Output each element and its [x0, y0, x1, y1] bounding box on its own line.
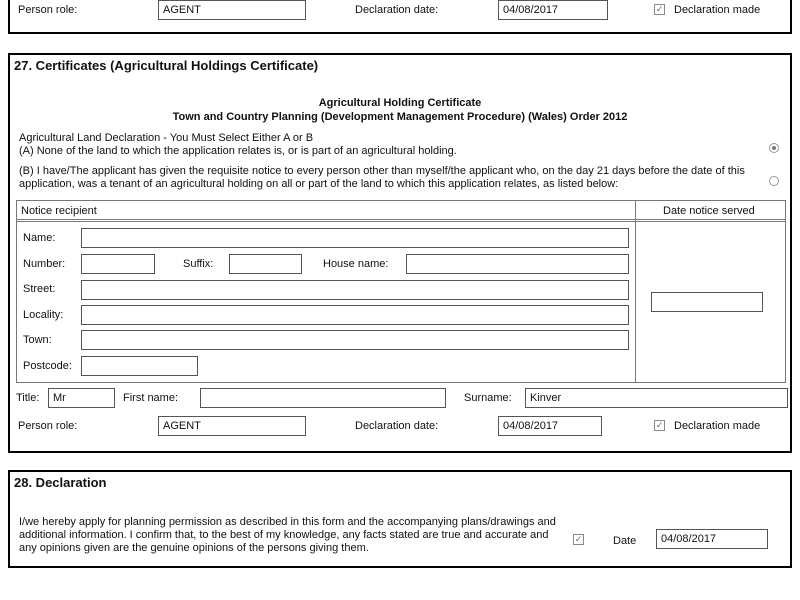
declaration-line1: I/we hereby apply for planning permission as described in this form and the accompanying plans/drawings and	[19, 516, 556, 528]
option-b-line1: (B) I have/The applicant has given the requisite notice to every person other than myself/the applicant who, on the day 21 days before the date of this	[19, 165, 745, 177]
declaration-line3: any opinions given are the genuine opinions of the persons giving them.	[19, 542, 369, 554]
land-declaration-intro: Agricultural Land Declaration - You Must Select Either A or B	[19, 132, 314, 144]
declaration-made-checkbox[interactable]	[654, 420, 665, 431]
number-input[interactable]	[81, 254, 155, 274]
date-notice-served-header: Date notice served	[663, 205, 755, 217]
first-name-input[interactable]	[200, 388, 446, 408]
declaration-confirm-checkbox[interactable]	[573, 534, 584, 545]
column-divider	[635, 201, 636, 383]
certificate-heading: Agricultural Holding Certificate	[318, 97, 482, 109]
surname-label: Surname:	[464, 392, 512, 404]
name-input[interactable]	[81, 228, 629, 248]
name-label: Name:	[23, 232, 56, 244]
postcode-input[interactable]	[81, 356, 198, 376]
postcode-label: Postcode:	[23, 360, 72, 372]
declaration-made-label: Declaration made	[674, 420, 761, 432]
section-27-title: 27. Certificates (Agricultural Holdings Certificate)	[14, 58, 319, 73]
certificate-subheading: Town and Country Planning (Development Management Procedure) (Wales) Order 2012	[172, 111, 628, 123]
date-notice-served-input[interactable]	[651, 292, 763, 312]
declaration-date-field[interactable]: 04/08/2017	[498, 416, 602, 436]
house-name-input[interactable]	[406, 254, 629, 274]
person-role-label: Person role:	[18, 4, 78, 16]
option-a-text: (A) None of the land to which the application relates is, or is part of an agricultural holding.	[19, 145, 457, 157]
notice-recipient-header: Notice recipient	[21, 205, 97, 217]
check-icon: ✓	[574, 534, 583, 544]
title-input[interactable]: Mr	[48, 388, 115, 408]
house-name-label: House name:	[323, 258, 389, 270]
locality-label: Locality:	[23, 309, 64, 321]
first-name-label: First name:	[123, 392, 179, 404]
suffix-label: Suffix:	[183, 258, 214, 270]
section-26-tail	[8, 0, 792, 34]
person-role-label: Person role:	[18, 420, 78, 432]
person-role-field[interactable]: AGENT	[158, 0, 306, 20]
declaration-text	[19, 516, 579, 555]
check-icon: ✓	[655, 4, 664, 14]
date-label: Date	[613, 535, 637, 547]
declaration-line2: additional information. I confirm that, to the best of my knowledge, any facts stated are true and accurate and	[19, 529, 549, 541]
declaration-made-label: Declaration made	[674, 4, 761, 16]
section-27	[8, 53, 792, 453]
street-input[interactable]	[81, 280, 629, 300]
header-divider	[17, 221, 785, 222]
notice-table	[16, 200, 786, 383]
option-a-radio[interactable]	[769, 143, 779, 153]
declaration-date-label: Declaration date:	[355, 420, 439, 432]
declaration-date-field[interactable]: 04/08/2017	[498, 0, 608, 20]
option-b-line2: application, was a tenant of an agricultural holding on all or part of the land to which this application relates, as listed below:	[19, 178, 619, 190]
section-28	[8, 470, 792, 568]
option-b-text	[19, 165, 764, 191]
check-icon: ✓	[655, 420, 664, 430]
declaration-made-checkbox[interactable]	[654, 4, 665, 15]
surname-input[interactable]: Kinver	[525, 388, 788, 408]
number-label: Number:	[23, 258, 66, 270]
locality-input[interactable]	[81, 305, 629, 325]
section-28-title: 28. Declaration	[14, 475, 107, 490]
town-input[interactable]	[81, 330, 629, 350]
suffix-input[interactable]	[229, 254, 302, 274]
declaration-date-label: Declaration date:	[355, 4, 439, 16]
title-label: Title:	[16, 392, 40, 404]
option-b-radio[interactable]	[769, 176, 779, 186]
date-input[interactable]: 04/08/2017	[656, 529, 768, 549]
person-role-field[interactable]: AGENT	[158, 416, 306, 436]
town-label: Town:	[23, 334, 52, 346]
street-label: Street:	[23, 283, 56, 295]
